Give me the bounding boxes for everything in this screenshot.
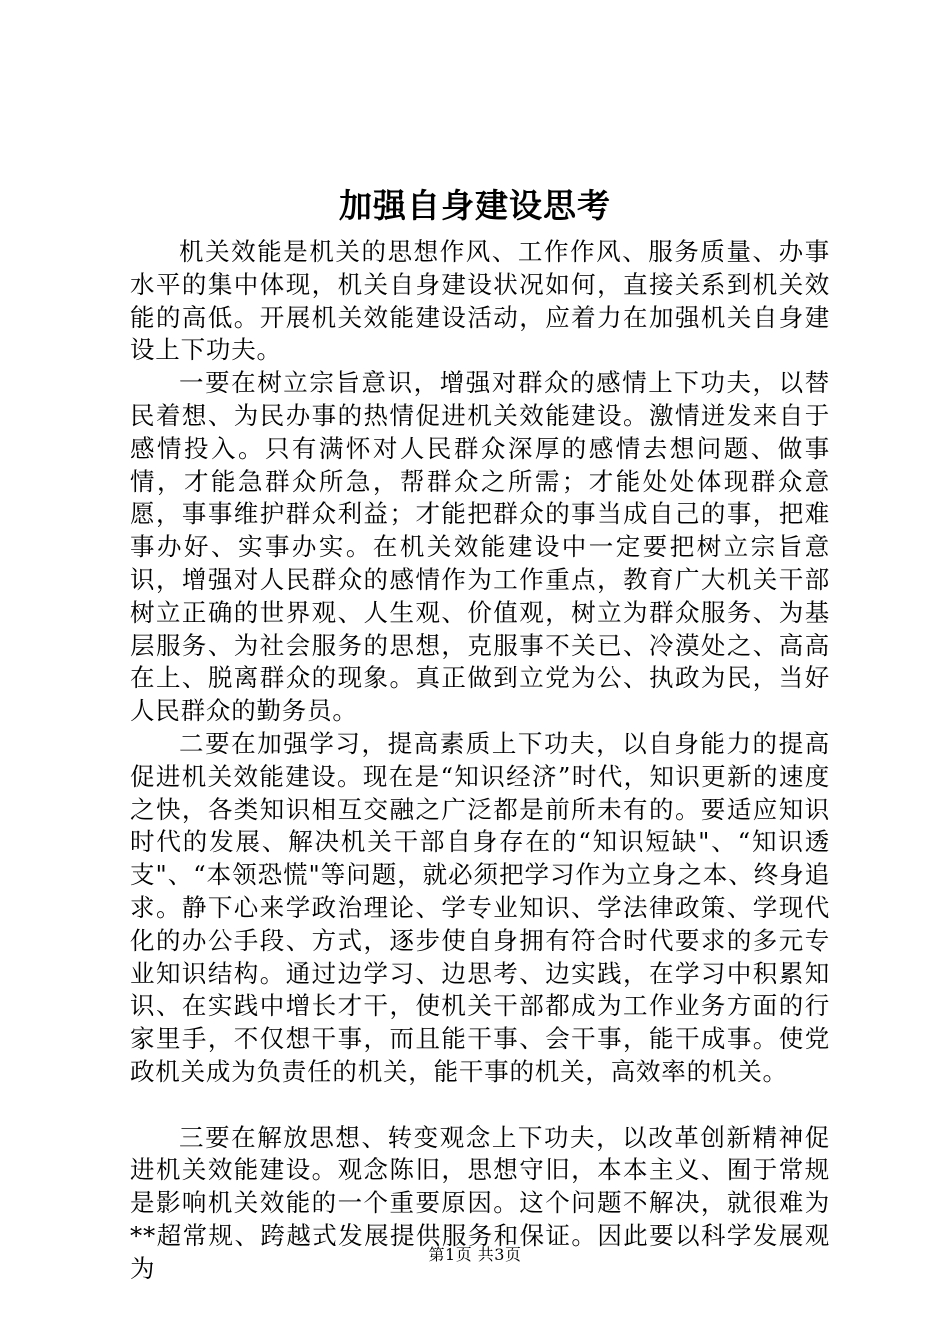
paragraph-point-one: 一要在树立宗旨意识，增强对群众的感情上下功夫，以替民着想、为民办事的热情促进机关效能建设。激情迸发来自于感情投入。只有满怀对人民群众深厚的感情去想问题、做事情，才能急群众所急，帮群众之所需；才能处处体现群众意愿，事事维护群众利益；才能把群众的事当成自己的事，把难事办好、实事办实。在机关效能建设中一定要把树立宗旨意识，增强对人民群众的感情作为工作重点，教育广大机关干部树立正确的世界观、人生观、价值观，树立为群众服务、为基层服务、为社会服务的思想，克服事不关已、冷漠处之、高高在上、脱离群众的现象。真正做到立党为公、执政为民，当好人民群众的勤务员。 [130,368,830,726]
document-title: 加强自身建设思考 [339,186,611,225]
paragraph-intro: 机关效能是机关的思想作风、工作作风、服务质量、办事水平的集中体现，机关自身建设状况如何，直接关系到机关效能的高低。开展机关效能建设活动，应着力在加强机关自身建设上下功夫。 [130,237,830,365]
document-body [130,236,830,1286]
page-number-footer: 第1页 共3页 [428,1245,522,1264]
paragraph-point-two: 二要在加强学习，提高素质上下功夫，以自身能力的提高促进机关效能建设。现在是“知识经济”时代，知识更新的速度之快，各类知识相互交融之广泛都是前所未有的。要适应知识时代的发展、解决机关干部自身存在的“知识短缺"、“知识透支"、“本领恐慌"等问题，就必须把学习作为立身之本、终身追求。静下心来学政治理论、学专业知识、学法律政策、学现代化的办公手段、方式，逐步使自身拥有符合时代要求的多元专业知识结构。通过边学习、边思考、边实践，在学习中积累知识、在实践中增长才干，使机关干部都成为工作业务方面的行家里手，不仅想干事，而且能干事、会干事，能干成事。使党政机关成为负责任的机关，能干事的机关，高效率的机关。 [130,728,830,1086]
paragraph-point-three: 三要在解放思想、转变观念上下功夫，以改革创新精神促进机关效能建设。观念陈旧，思想守旧，本本主义、囿于常规是影响机关效能的一个重要原因。这个问题不解决，就很难为**超常规、跨越式发展提供服务和保证。因此要以科学发展观为 [130,1122,830,1283]
